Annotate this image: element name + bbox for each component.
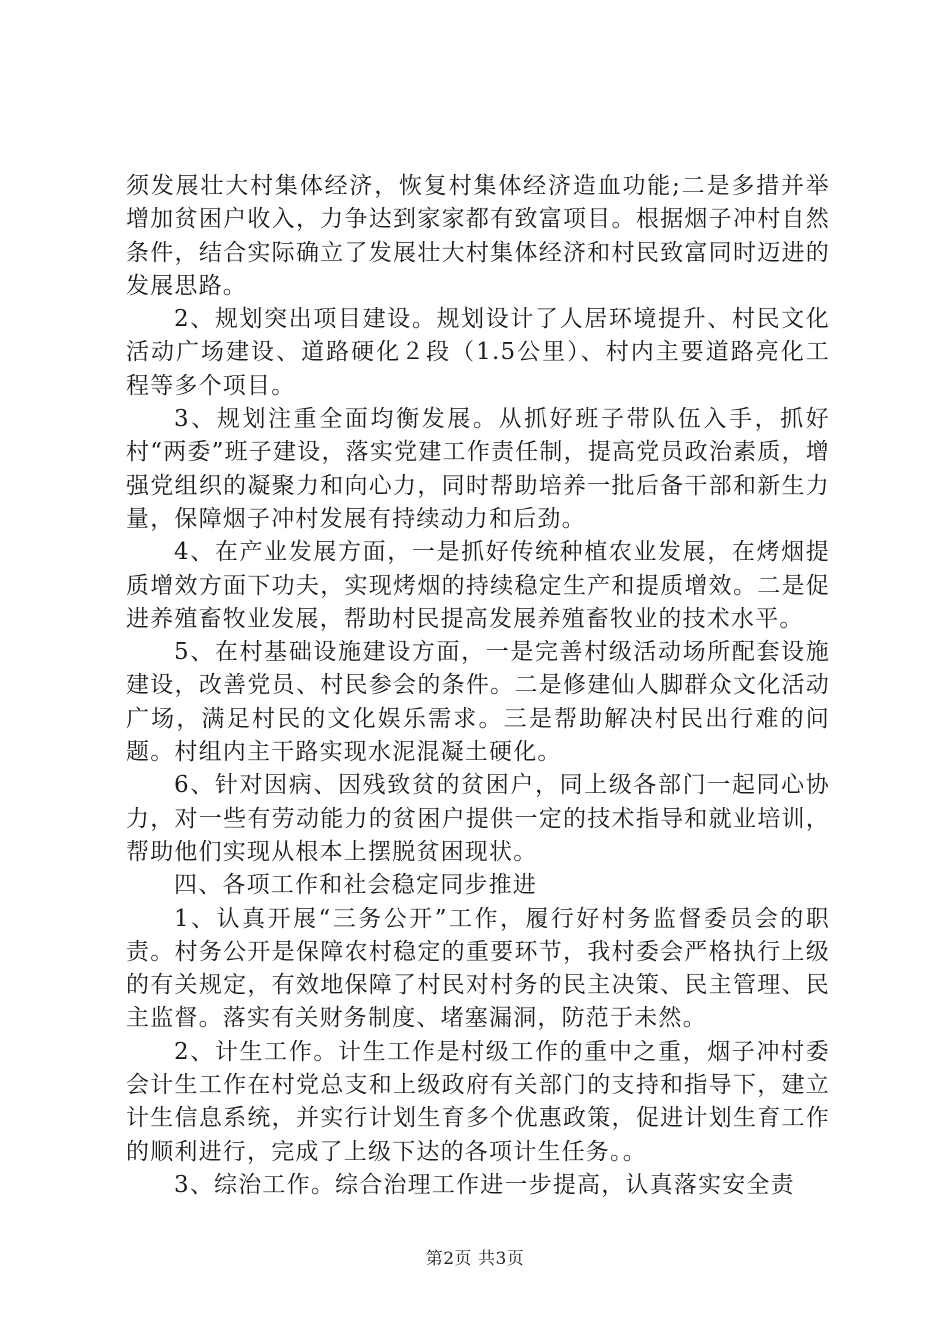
page-number-label: 第2页 共3页 bbox=[425, 1249, 525, 1269]
section-heading-4: 四、各项工作和社会稳定同步推进 bbox=[174, 872, 537, 899]
page-footer bbox=[0, 1244, 950, 1269]
paragraph-item-5: 5、在村基础设施建设方面，一是完善村级活动场所配套设施建设，改善党员、村民参会的条件。二是修建仙人脚群众文化活动广场，满足村民的文化娱乐需求。三是帮助解决村民出行难的问题。村组内主干路实现水泥混凝土硬化。 bbox=[126, 639, 830, 766]
paragraph-continuation: 须发展壮大村集体经济，恢复村集体经济造血功能;二是多措并举增加贫困户收入，力争达到家家都有致富项目。根据烟子冲村自然条件，结合实际确立了发展壮大村集体经济和村民致富同时迈进的发展思路。 bbox=[126, 173, 830, 299]
paragraph-item-3: 3、规划注重全面均衡发展。从抓好班子带队伍入手，抓好村“两委”班子建设，落实党建工作责任制，提高党员政治素质，增强党组织的凝聚力和向心力，同时帮助培养一批后备干部和新生力量，保障烟子冲村发展有持续动力和后劲。 bbox=[126, 406, 830, 532]
paragraph-section4-item-1: 1、认真开展“三务公开”工作，履行好村务监督委员会的职责。村务公开是保障农村稳定的重要环节，我村委会严格执行上级的有关规定，有效地保障了村民对村务的民主决策、民主管理、民主监督。落实有关财务制度、堵塞漏洞，防范于未然。 bbox=[126, 905, 830, 1032]
paragraph-item-4: 4、在产业发展方面，一是抓好传统种植农业发展，在烤烟提质增效方面下功夫，实现烤烟的持续稳定生产和提质增效。二是促进养殖畜牧业发展，帮助村民提高发展养殖畜牧业的技术水平。 bbox=[126, 539, 830, 632]
paragraph-item-6: 6、针对因病、因残致贫的贫困户，同上级各部门一起同心协力，对一些有劳动能力的贫困户提供一定的技术指导和就业培训，帮助他们实现从根本上摆脱贫困现状。 bbox=[126, 772, 830, 865]
paragraph-section4-item-2: 2、计生工作。计生工作是村级工作的重中之重，烟子冲村委会计生工作在村党总支和上级政府有关部门的支持和指导下，建立计生信息系统，并实行计划生育多个优惠政策，促进计划生育工作的顺利进行，完成了上级下达的各项计生任务。。 bbox=[126, 1038, 830, 1165]
paragraph-item-2: 2、规划突出项目建设。规划设计了人居环境提升、村民文化活动广场建设、道路硬化２段（1.5公里）、村内主要道路亮化工程等多个项目。 bbox=[126, 306, 830, 399]
document-body bbox=[126, 170, 830, 1202]
paragraph-section4-item-3: 3、综治工作。综合治理工作进一步提高，认真落实安全责 bbox=[174, 1171, 795, 1198]
